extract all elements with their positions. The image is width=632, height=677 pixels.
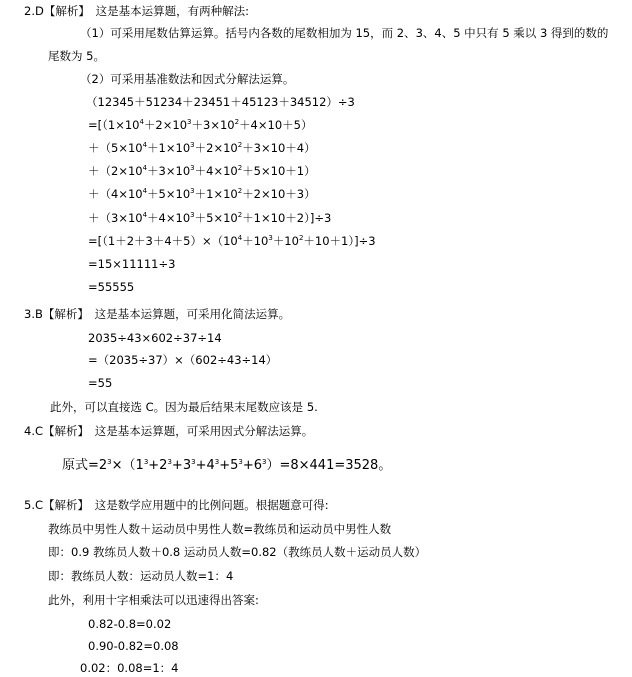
q2-method2: （2）可采用基准数法和因式分解法运算。 [80, 72, 295, 86]
q3-expression: 2035÷43×602÷37÷14 [88, 331, 222, 345]
q3-note: 此外，可以直接选 C。因为最后结果末尾数应该是 5. [50, 400, 318, 414]
q5-line-1: 教练员中男性人数＋运动员中男性人数=教练员和运动员中男性人数 [48, 522, 392, 536]
q2-result: =55555 [88, 280, 135, 294]
q2-term-2: $+(5\times 10^4+1\times 10^3+2\times 10^2+3\times 10+4)$ [88, 141, 316, 155]
q5-line-3: 即：教练员人数：运动员人数=1：4 [48, 569, 234, 583]
q5-line-4: 此外，利用十字相乘法可以迅速得出答案: [48, 593, 259, 607]
q2-expression: （12345＋51234＋23451＋45123＋34512）÷3 [86, 95, 355, 109]
q2-method1-cont: 尾数为 5。 [48, 49, 105, 63]
q5-calc-1: 0.82-0.8=0.02 [88, 617, 172, 631]
q2-header: 2.D【解析】 这是基本运算题，有两种解法: [24, 4, 249, 18]
q5-header: 5.C【解析】 这是数学应用题中的比例问题。根据题意可得: [24, 498, 329, 512]
q2-term-1: $=[(1\times 10^4+2\times 10^3+3\times 10^2+4\times 10+5)$ [88, 118, 313, 132]
q2-term-5: $+(3\times 10^4+4\times 10^3+5\times 10^2+1\times 10+2)]\div 3$ [88, 211, 332, 225]
q2-term-4: $+(4\times 10^4+5\times 10^3+1\times 10^2+2\times 10+3)$ [88, 187, 316, 201]
q4-formula: 原式$=2^3\times(1^3+2^3+3^3+4^3+5^3+6^3)=8\times 441=3528$。 [62, 458, 392, 473]
q2-method1: （1）可采用尾数估算运算。括号内各数的尾数相加为 15，而 2、3、4、5 中只有 5 乘以 3 得到的数的 [80, 26, 609, 40]
q2-combined: $=[(1+2+3+4+5)\times(10^4+10^3+10^2+10+1)]\div 3$ [88, 234, 376, 248]
q5-calc-3: 0.02：0.08=1：4 [80, 661, 179, 675]
q5-line-2: 即：0.9 教练员人数＋0.8 运动员人数=0.82（教练员人数＋运动员人数） [48, 545, 427, 559]
q3-result: =55 [88, 376, 113, 390]
q2-step: =15×11111÷3 [88, 257, 176, 271]
q2-term-3: $+(2\times 10^4+3\times 10^3+4\times 10^2+5\times 10+1)$ [88, 164, 316, 178]
q4-header: 4.C【解析】 这是基本运算题，可采用因式分解法运算。 [24, 424, 314, 438]
q3-step: =（2035÷37）×（602÷43÷14） [88, 353, 278, 367]
q5-calc-2: 0.90-0.82=0.08 [88, 639, 179, 653]
q3-header: 3.B【解析】 这是基本运算题，可采用化简法运算。 [24, 307, 291, 321]
